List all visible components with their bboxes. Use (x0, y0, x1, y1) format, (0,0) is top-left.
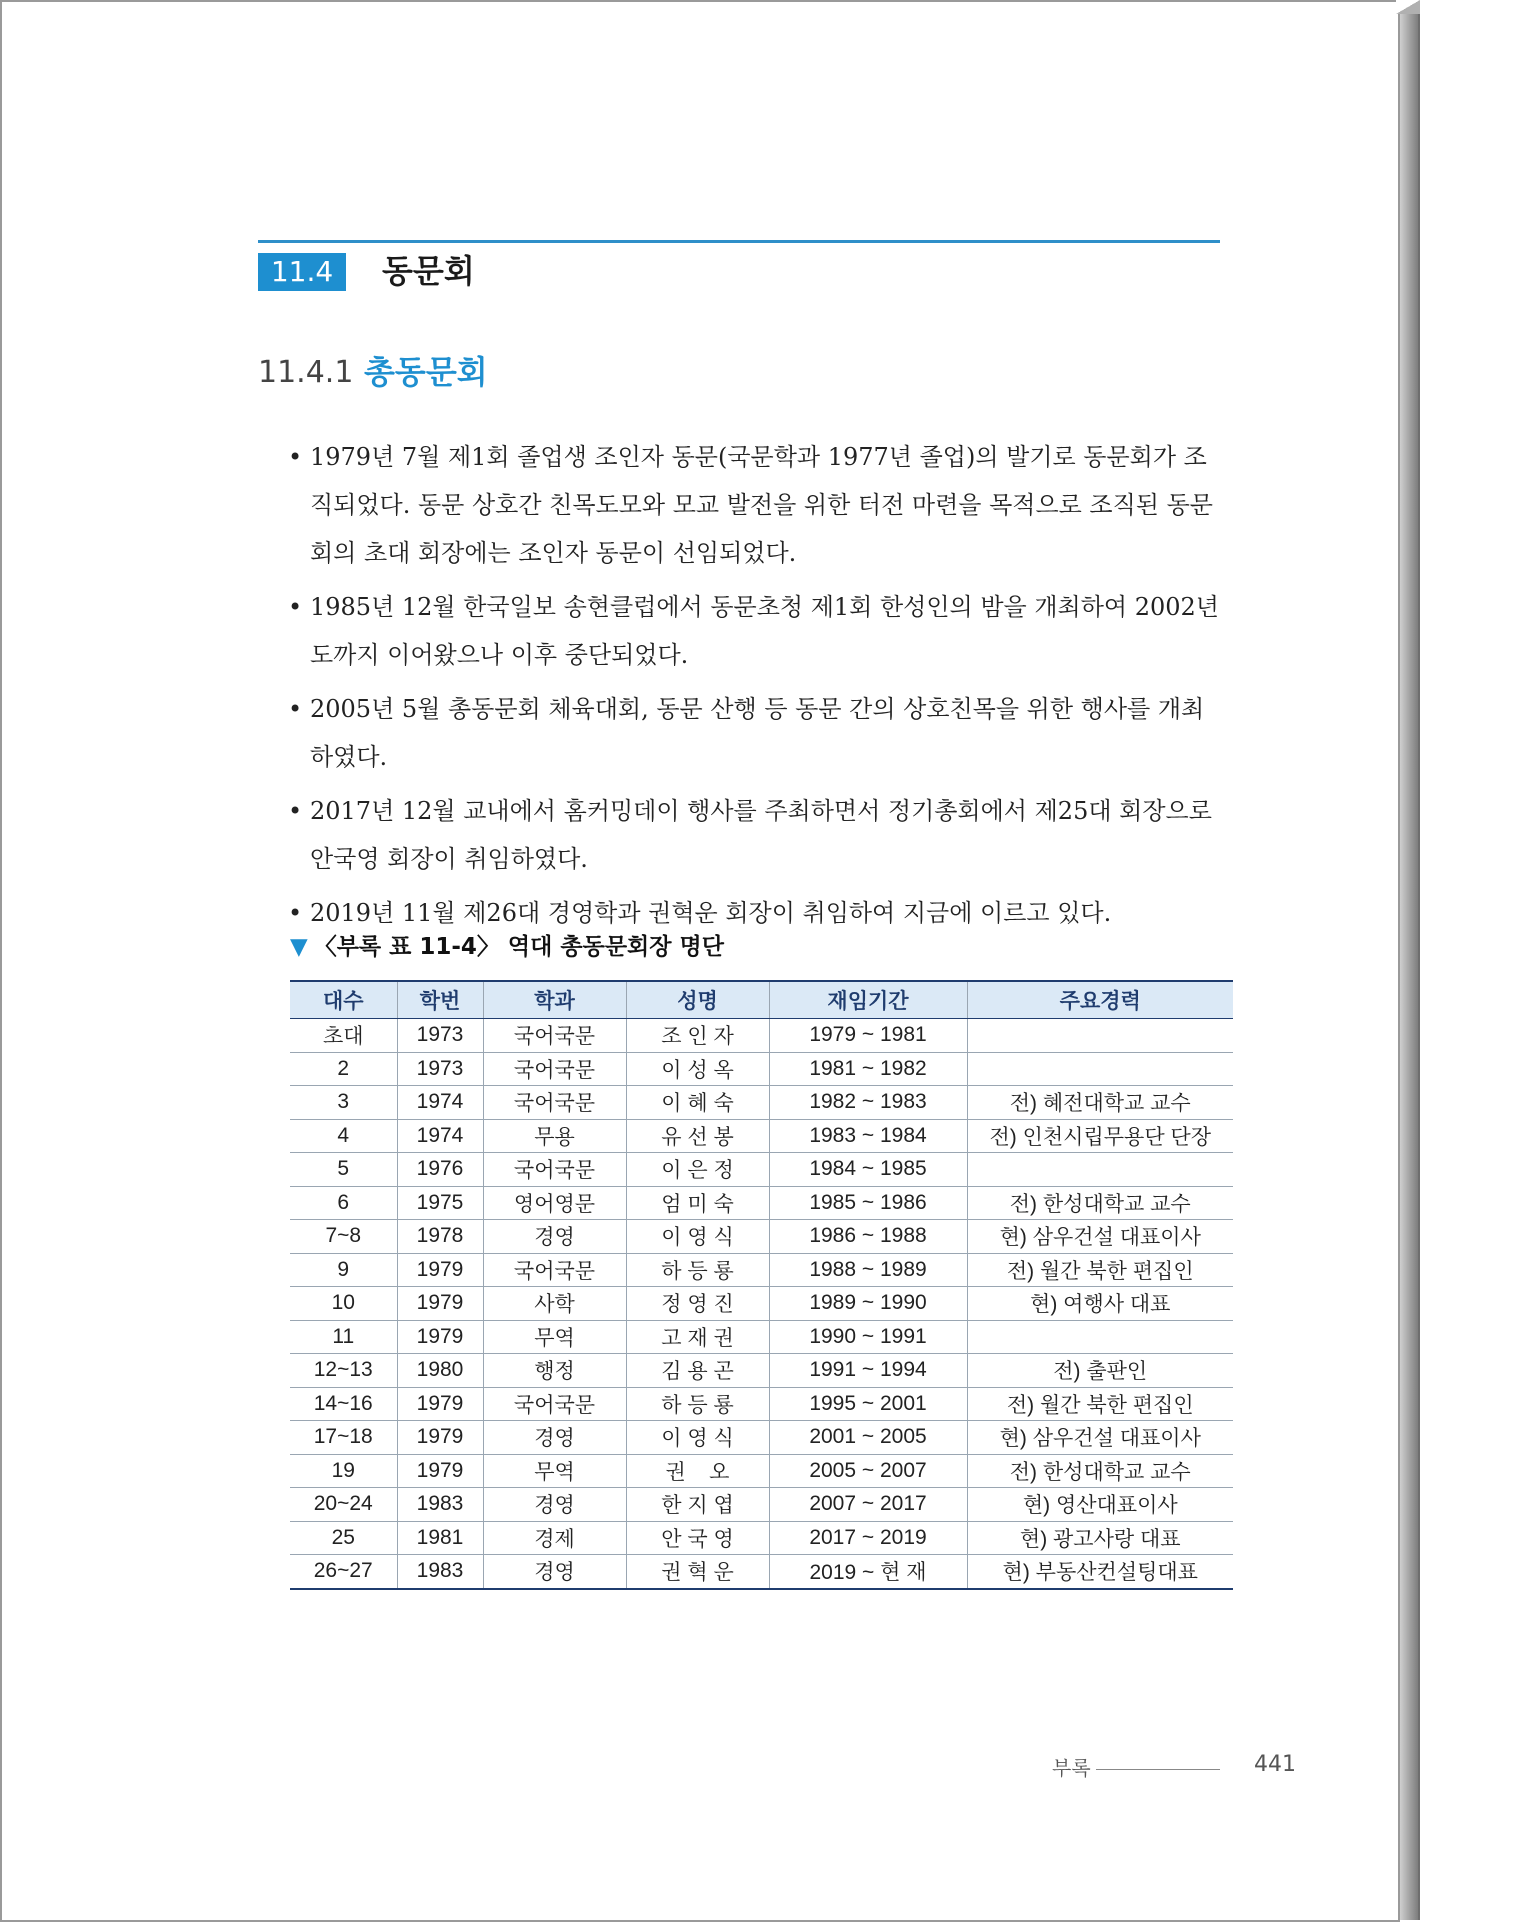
cell-career (967, 1153, 1233, 1187)
cell-department: 경제 (483, 1521, 626, 1555)
cell-name: 이 은 정 (626, 1153, 769, 1187)
section-rule (258, 240, 1220, 243)
footer-rule (1096, 1769, 1220, 1770)
cell-term: 5 (290, 1153, 397, 1187)
cell-tenure: 1982 ~ 1983 (769, 1086, 967, 1120)
cell-department: 영어영문 (483, 1186, 626, 1220)
cell-term: 25 (290, 1521, 397, 1555)
cell-name: 유 선 봉 (626, 1119, 769, 1153)
cell-career (967, 1019, 1233, 1053)
cell-career: 전) 한성대학교 교수 (967, 1454, 1233, 1488)
triangle-down-icon: ▼ (290, 934, 308, 960)
cell-tenure: 2017 ~ 2019 (769, 1521, 967, 1555)
cell-tenure: 1981 ~ 1982 (769, 1052, 967, 1086)
cell-student-id: 1976 (397, 1153, 483, 1187)
subsection-number: 11.4.1 (258, 355, 354, 390)
cell-department: 경영 (483, 1220, 626, 1254)
cell-name: 김 용 곤 (626, 1354, 769, 1388)
cell-department: 행정 (483, 1354, 626, 1388)
bullet-item: • 2005년 5월 총동문회 체육대회, 동문 산행 등 동문 간의 상호친목을 위한 행사를 개최하였다. (288, 695, 1205, 771)
cell-name: 권 오 (626, 1454, 769, 1488)
cell-tenure: 1984 ~ 1985 (769, 1153, 967, 1187)
cell-name: 이 혜 숙 (626, 1086, 769, 1120)
cell-student-id: 1974 (397, 1119, 483, 1153)
cell-department: 국어국문 (483, 1387, 626, 1421)
cell-career: 전) 월간 북한 편집인 (967, 1253, 1233, 1287)
header-student-id: 학번 (397, 981, 483, 1019)
cell-career: 현) 여행사 대표 (967, 1287, 1233, 1321)
cell-department: 경영 (483, 1421, 626, 1455)
cell-student-id: 1983 (397, 1488, 483, 1522)
cell-department: 사학 (483, 1287, 626, 1321)
cell-name: 안 국 영 (626, 1521, 769, 1555)
header-tenure: 재임기간 (769, 981, 967, 1019)
cell-name: 정 영 진 (626, 1287, 769, 1321)
cell-term: 2 (290, 1052, 397, 1086)
cell-career: 현) 부동산컨설팅대표 (967, 1555, 1233, 1589)
cell-student-id: 1979 (397, 1287, 483, 1321)
table-row (290, 1253, 1233, 1287)
cell-student-id: 1979 (397, 1253, 483, 1287)
cell-student-id: 1973 (397, 1019, 483, 1053)
section-title: 동문회 (382, 252, 475, 290)
table-header-row (290, 981, 1233, 1019)
bullet-item: • 1985년 12월 한국일보 송현클럽에서 동문초청 제1회 한성인의 밤을 개최하여 2002년도까지 이어왔으나 이후 중단되었다. (288, 593, 1219, 669)
cell-tenure: 1989 ~ 1990 (769, 1287, 967, 1321)
table-row (290, 1488, 1233, 1522)
cell-student-id: 1980 (397, 1354, 483, 1388)
cell-career: 현) 영산대표이사 (967, 1488, 1233, 1522)
subsection-title: 총동문회 (364, 353, 488, 391)
table-caption (290, 929, 724, 965)
cell-student-id: 1973 (397, 1052, 483, 1086)
cell-tenure: 1988 ~ 1989 (769, 1253, 967, 1287)
table-row (290, 1086, 1233, 1120)
cell-term: 11 (290, 1320, 397, 1354)
table-row (290, 1052, 1233, 1086)
bullet-text: 2005년 5월 총동문회 체육대회, 동문 산행 등 동문 간의 상호친목을 위한 행사를 개최하였다. (310, 695, 1205, 771)
bullet-text: 1985년 12월 한국일보 송현클럽에서 동문초청 제1회 한성인의 밤을 개최하여 2002년도까지 이어왔으나 이후 중단되었다. (310, 593, 1219, 669)
cell-term: 3 (290, 1086, 397, 1120)
cell-tenure: 1995 ~ 2001 (769, 1387, 967, 1421)
cell-term: 4 (290, 1119, 397, 1153)
cell-department: 국어국문 (483, 1153, 626, 1187)
cell-department: 국어국문 (483, 1019, 626, 1053)
cell-career: 전) 월간 북한 편집인 (967, 1387, 1233, 1421)
cell-career: 전) 인천시립무용단 단장 (967, 1119, 1233, 1153)
table-row (290, 1354, 1233, 1388)
page-corner (1396, 0, 1420, 14)
cell-department: 무역 (483, 1320, 626, 1354)
cell-department: 무역 (483, 1454, 626, 1488)
header-career: 주요경력 (967, 981, 1233, 1019)
cell-department: 무용 (483, 1119, 626, 1153)
header-department: 학과 (483, 981, 626, 1019)
cell-student-id: 1981 (397, 1521, 483, 1555)
cell-tenure: 2001 ~ 2005 (769, 1421, 967, 1455)
table-caption-text: 〈부록 표 11-4〉 역대 총동문회장 명단 (313, 934, 724, 960)
cell-tenure: 1979 ~ 1981 (769, 1019, 967, 1053)
cell-department: 국어국문 (483, 1086, 626, 1120)
page-stack-edge (1400, 6, 1420, 1920)
cell-career: 전) 혜전대학교 교수 (967, 1086, 1233, 1120)
cell-term: 14~16 (290, 1387, 397, 1421)
table-row (290, 1186, 1233, 1220)
table-row (290, 1119, 1233, 1153)
bullet-text: 1979년 7월 제1회 졸업생 조인자 동문(국문학과 1977년 졸업)의 발기로 동문회가 조직되었다. 동문 상호간 친목도모와 모교 발전을 위한 터전 마련을 목적으로 조직된 동문회의 초대 회장에는 조인자 동문이 선임되었다. (310, 443, 1213, 567)
cell-term: 6 (290, 1186, 397, 1220)
cell-term: 20~24 (290, 1488, 397, 1522)
cell-tenure: 1990 ~ 1991 (769, 1320, 967, 1354)
cell-term: 17~18 (290, 1421, 397, 1455)
cell-term: 9 (290, 1253, 397, 1287)
page-number: 441 (1254, 1752, 1296, 1777)
cell-tenure: 1985 ~ 1986 (769, 1186, 967, 1220)
cell-career: 현) 삼우건설 대표이사 (967, 1421, 1233, 1455)
cell-name: 고 재 권 (626, 1320, 769, 1354)
cell-name: 하 등 룡 (626, 1387, 769, 1421)
cell-department: 경영 (483, 1555, 626, 1589)
cell-student-id: 1979 (397, 1387, 483, 1421)
table-row (290, 1019, 1233, 1053)
bullet-list (288, 433, 1222, 943)
table-row (290, 1454, 1233, 1488)
cell-career: 전) 출판인 (967, 1354, 1233, 1388)
bullet-text: 2017년 12월 교내에서 홈커밍데이 행사를 주최하면서 정기총회에서 제25대 회장으로 안국영 회장이 취임하였다. (310, 797, 1212, 873)
cell-student-id: 1983 (397, 1555, 483, 1589)
cell-student-id: 1978 (397, 1220, 483, 1254)
cell-tenure: 2019 ~ 현 재 (769, 1555, 967, 1589)
cell-name: 하 등 룡 (626, 1253, 769, 1287)
cell-student-id: 1975 (397, 1186, 483, 1220)
cell-term: 26~27 (290, 1555, 397, 1589)
table-row (290, 1521, 1233, 1555)
bullet-text: 2019년 11월 제26대 경영학과 권혁운 회장이 취임하여 지금에 이르고 있다. (310, 899, 1112, 927)
table-row (290, 1320, 1233, 1354)
cell-department: 국어국문 (483, 1253, 626, 1287)
cell-career: 전) 한성대학교 교수 (967, 1186, 1233, 1220)
cell-name: 한 지 엽 (626, 1488, 769, 1522)
header-term: 대수 (290, 981, 397, 1019)
bullet-item: • 1979년 7월 제1회 졸업생 조인자 동문(국문학과 1977년 졸업)의 발기로 동문회가 조직되었다. 동문 상호간 친목도모와 모교 발전을 위한 터전 마련을 목적으로 조직된 동문회의 초대 회장에는 조인자 동문이 선임되었다. (288, 443, 1213, 567)
cell-student-id: 1974 (397, 1086, 483, 1120)
cell-term: 19 (290, 1454, 397, 1488)
table-body (290, 1019, 1233, 1589)
cell-student-id: 1979 (397, 1421, 483, 1455)
cell-tenure: 2005 ~ 2007 (769, 1454, 967, 1488)
cell-name: 이 성 옥 (626, 1052, 769, 1086)
bullet-item: • 2017년 12월 교내에서 홈커밍데이 행사를 주최하면서 정기총회에서 제25대 회장으로 안국영 회장이 취임하였다. (288, 797, 1212, 873)
cell-tenure: 2007 ~ 2017 (769, 1488, 967, 1522)
cell-career (967, 1320, 1233, 1354)
cell-name: 이 영 식 (626, 1421, 769, 1455)
cell-term: 초대 (290, 1019, 397, 1053)
table-row (290, 1153, 1233, 1187)
cell-career: 현) 삼우건설 대표이사 (967, 1220, 1233, 1254)
footer-label: 부록 (1052, 1756, 1091, 1780)
table-row (290, 1555, 1233, 1589)
cell-name: 이 영 식 (626, 1220, 769, 1254)
cell-career: 현) 광고사랑 대표 (967, 1521, 1233, 1555)
table-row (290, 1220, 1233, 1254)
cell-tenure: 1983 ~ 1984 (769, 1119, 967, 1153)
cell-term: 12~13 (290, 1354, 397, 1388)
bullet-item: • 2019년 11월 제26대 경영학과 권혁운 회장이 취임하여 지금에 이르고 있다. (288, 899, 1112, 927)
section-number: 11.4 (258, 253, 346, 291)
president-roster-table (290, 980, 1233, 1590)
cell-tenure: 1991 ~ 1994 (769, 1354, 967, 1388)
cell-tenure: 1986 ~ 1988 (769, 1220, 967, 1254)
cell-career (967, 1052, 1233, 1086)
table-row (290, 1387, 1233, 1421)
cell-term: 10 (290, 1287, 397, 1321)
cell-department: 국어국문 (483, 1052, 626, 1086)
cell-student-id: 1979 (397, 1320, 483, 1354)
table-row (290, 1421, 1233, 1455)
cell-name: 조 인 자 (626, 1019, 769, 1053)
cell-department: 경영 (483, 1488, 626, 1522)
cell-name: 엄 미 숙 (626, 1186, 769, 1220)
header-name: 성명 (626, 981, 769, 1019)
cell-name: 권 혁 운 (626, 1555, 769, 1589)
cell-student-id: 1979 (397, 1454, 483, 1488)
cell-term: 7~8 (290, 1220, 397, 1254)
table-row (290, 1287, 1233, 1321)
